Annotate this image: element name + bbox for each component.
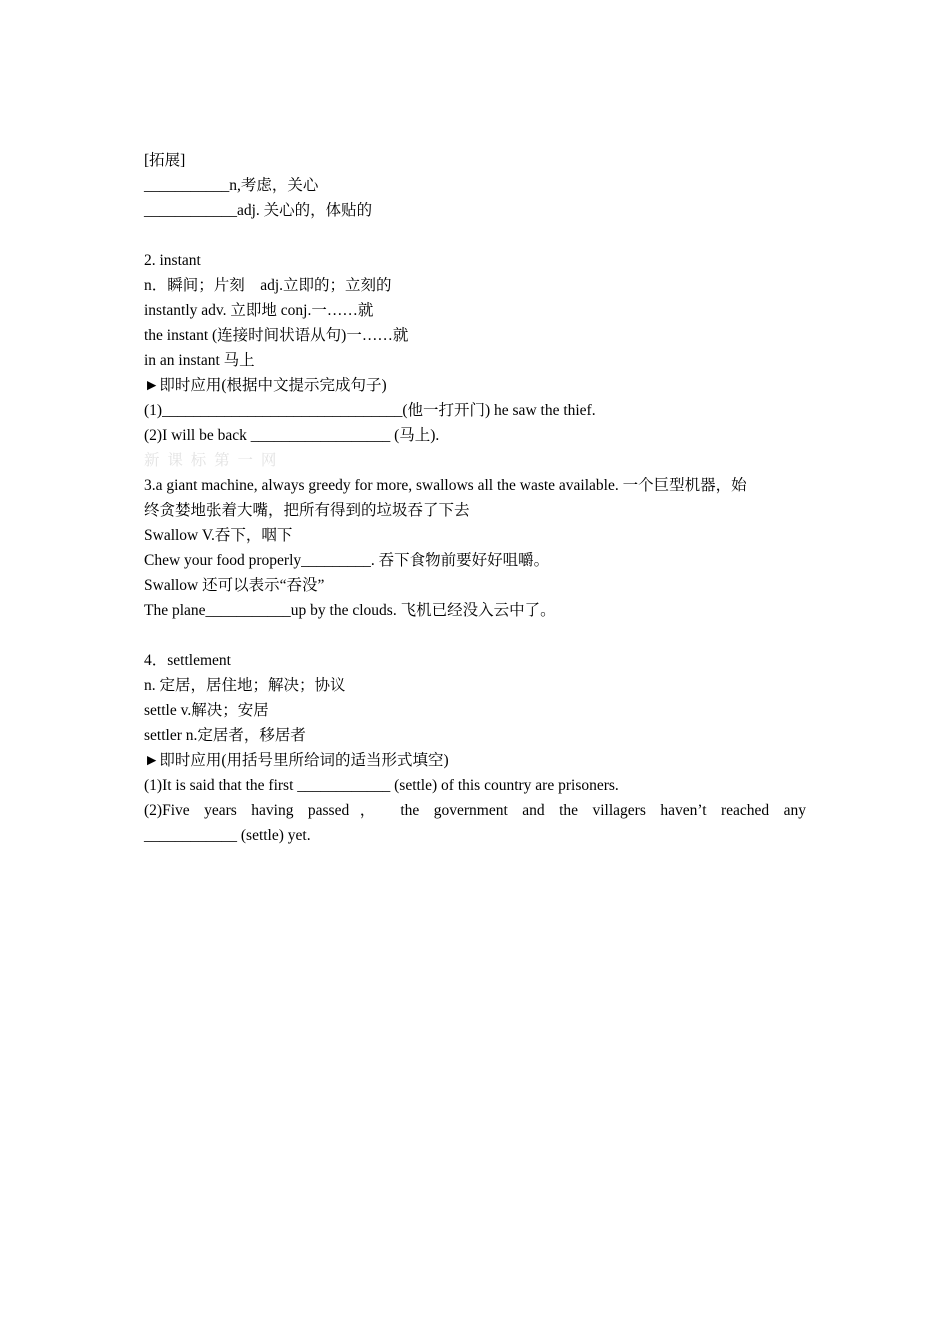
definition-line: settler n.定居者，移居者 — [144, 727, 306, 744]
definition-line: settle v.解决；安居 — [144, 702, 269, 719]
definition-line: n. 定居，居住地；解决；协议 — [144, 677, 346, 694]
document-page — [144, 148, 806, 848]
blank-line — [144, 223, 806, 248]
exercise-sentence: (2)I will be back __________________ (马上). — [144, 427, 440, 444]
exercise-instruction: ►即时应用(根据中文提示完成句子) — [144, 377, 387, 394]
translation-line: 终贪婪地张着大嘴，把所有得到的垃圾吞了下去 — [144, 502, 470, 519]
definition-line: Swallow 还可以表示“吞没” — [144, 577, 325, 594]
exercise-instruction: ►即时应用(用括号里所给词的适当形式填空) — [144, 752, 449, 769]
definition-line: in an instant 马上 — [144, 352, 255, 369]
exercise-sentence: ____________ (settle) yet. — [144, 827, 311, 844]
exercise-sentence: (2)Five years having passed， the government and the villagers haven’t reached any — [144, 802, 806, 819]
exercise-sentence: (1)It is said that the first ____________ (settle) of this country are prisoners. — [144, 777, 619, 794]
item-heading-instant: 2. instant — [144, 252, 201, 269]
definition-line: n．瞬间；片刻 adj.立即的；立刻的 — [144, 277, 392, 294]
example-sentence: Chew your food properly_________. 吞下食物前要好好咀嚼。 — [144, 552, 550, 569]
definition-line: Swallow V.吞下，咽下 — [144, 527, 293, 544]
definition-line: the instant (连接时间状语从句)一……就 — [144, 327, 409, 344]
fill-blank-line: ____________adj. 关心的，体贴的 — [144, 202, 373, 219]
blank-line — [144, 623, 806, 648]
section-heading-expand: [拓展] — [144, 152, 186, 169]
fill-blank-line: ___________n,考虑，关心 — [144, 177, 319, 194]
watermark-text: 新 课 标 第 一 网 — [144, 452, 279, 469]
definition-line: instantly adv. 立即地 conj.一……就 — [144, 302, 374, 319]
item-heading-settlement: 4．settlement — [144, 652, 231, 669]
exercise-sentence: (1)_______________________________(他一打开门) he saw the thief. — [144, 402, 596, 419]
example-sentence: The plane___________up by the clouds. 飞机已经没入云中了。 — [144, 602, 556, 619]
item-heading-sentence: 3.a giant machine, always greedy for more, swallows all the waste available. 一个巨型机器，始 — [144, 477, 747, 494]
